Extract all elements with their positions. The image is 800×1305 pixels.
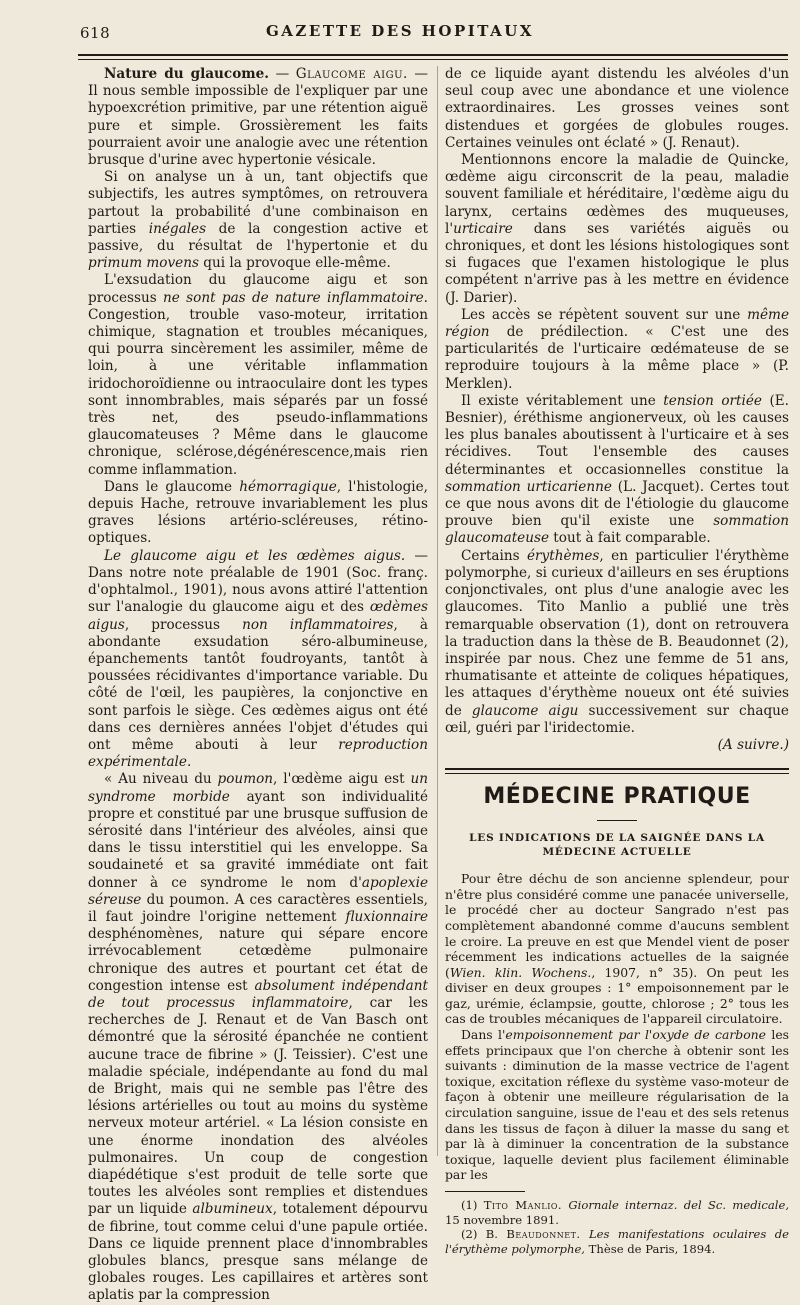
text: , totalement dépourvu de fibrine, tout comme celui d'une papule ortiée. Dans ce liquide prennent place d'innombrables globules blancs, presque sans mélange de globales rouges. Les capillaires et artères sont aplatis par la compression xyxy=(88,1201,428,1304)
paragraph xyxy=(445,152,789,307)
text: , car les recherches de J. Renaut et de Van Basch ont démontré que la sérosité épanchée ne contient aucune trace de fibrine » (J. Teissier). C'est une maladie spéciale, indépendante au fond du mal de Bright, mais qui ne semble pas l'être des lésions artérielles ou tout au moins du système nerveux moteur artériel. « La lésion consiste en une énorme inondation des alvéoles pulmonaires. Un coup de congestion diapédétique s'est produit de telle sorte que toutes les alvéoles sont remplies et distendues par un liquide xyxy=(88,994,428,1218)
text: « Au niveau du xyxy=(104,771,218,788)
italic-text: érythèmes xyxy=(527,547,600,564)
paragraph xyxy=(88,479,428,548)
text: Pour être déchu de son ancienne splendeur, pour n'être plus considéré comme une panacée universelle, le procédé cher au docteur Sangrado n'est pas complètement abandonné comme d'aucuns semblent le croire. La preuve en est que Mendel vient de poser récemment les indications actuelles de la saignée ( xyxy=(445,871,789,980)
italic-text: reproduction expérimentale. xyxy=(88,736,428,771)
italic-text: ne sont pas de nature inflammatoire. xyxy=(163,289,428,306)
text: les effets principaux que l'on cherche à obtenir sont les suivants : diminution de la masse vectrice de l'agent toxique, excitation réflexe du système vaso-moteur de façon à obtenir une meilleure régularisation de la circulation sanguine, issue de l'eau et des sels retenus dans les tissus de façon à diluer la masse du sang et par là à diminuer la concentration de la substance toxique, laquelle devient plus facilement éliminable par les xyxy=(445,1027,790,1183)
subheading: Glaucome aigu. xyxy=(295,66,408,82)
footnote xyxy=(445,1198,789,1227)
paragraph xyxy=(445,548,789,737)
text: Certains xyxy=(461,547,528,564)
italic-text: sommation glaucomateuse xyxy=(445,513,789,547)
text: qui la provoque elle-même. xyxy=(198,255,391,272)
footnote xyxy=(445,1227,789,1256)
text: , l'œdème aigu est xyxy=(273,771,411,788)
text: du poumon. A ces caractères essentiels, il faut joindre l'origine nettement xyxy=(88,891,428,925)
italic-text: tension ortiée xyxy=(663,392,762,409)
paragraph: de ce liquide ayant distendu les alvéoles d'un seul coup avec une abondance et une violence extraordinaires. Les grosses veines sont distendues et gorgées de globules rouges. Certaines veinules ont éclaté » (J. Renaut). xyxy=(445,66,789,151)
italic-text: non inflammatoires xyxy=(242,616,394,633)
italic-text: glaucome aigu xyxy=(471,702,579,719)
paragraph xyxy=(445,393,789,548)
italic-text: apoplexie séreuse xyxy=(88,874,428,908)
text: dans ses variétés aiguës ou chroniques, et dont les lésions histologiques sont si fugaces que l'examen histologique le plus compétent n'arrive pas à les mettre en évidence (J. Darier). xyxy=(445,220,789,306)
paragraph xyxy=(88,169,428,272)
text: desphénomènes, nature qui sépare encore irrévocablement cetœdème pulmonaire chronique des autres et pourtant cet état de congestion intense est xyxy=(88,926,428,994)
text: Dans l' xyxy=(461,1027,506,1043)
italic-heading: Le glaucome aigu et les œdèmes aigus. xyxy=(104,547,406,564)
text: (1) xyxy=(461,1198,484,1212)
paragraph xyxy=(445,1027,789,1183)
text: Mentionnons encore la maladie de Quincke, œdème aigu circonscrit de la peau, maladie souvent familiale et héréditaire, l'œdème aigu du larynx, certains œdèmes des muqueuses, l' xyxy=(445,152,789,237)
text: , processus xyxy=(124,616,243,633)
column-divider xyxy=(437,66,438,1156)
running-title: GAZETTE DES HOPITAUX xyxy=(265,22,534,40)
text: Dans le glaucome xyxy=(104,478,240,495)
text: — Il nous semble impossible de l'expliquer par une hypoexcrétion primitive, par une rétention aiguë pure et simple. Grossièrement les faits pourraient avoir une analogie avec une rétention brusque d'urine avec hypertonie vésicale. xyxy=(88,66,428,169)
paragraph xyxy=(445,307,789,393)
paragraph xyxy=(88,272,428,478)
short-rule xyxy=(597,820,637,821)
text: Congestion, trouble vaso-moteur, irritation chimique, stagnation et troubles mécaniques, qui pourra sincèrement les assimiler, même de loin, à une véritable inflammation iridochoroïdienne ou intraoculaire dont les types sont innombrables, mais séparés par un fossé très net, des pseudo-inflammations glaucomateuses ? Même dans le glaucome chronique, sclérose,dégénérescence,mais rien comme inflammation. xyxy=(88,306,428,478)
italic-text: sommation urticarienne xyxy=(445,478,612,495)
italic-text: inégales xyxy=(148,220,207,237)
paragraph xyxy=(88,771,428,1304)
author-name: Tito Manlio. xyxy=(483,1198,563,1212)
text: (2) B. xyxy=(461,1227,507,1242)
text: — Dans notre note préalable de 1901 (Soc. franç. d'ophtalmol., 1901), nous avons attiré l'attention sur l'analogie du glaucome aigu et des xyxy=(88,547,428,616)
left-column xyxy=(88,66,428,1305)
italic-text: fluxionnaire xyxy=(345,908,428,925)
italic-text: Giornale internaz. del Sc. medicale, xyxy=(562,1198,789,1212)
paragraph xyxy=(88,66,428,169)
page-number: 618 xyxy=(80,24,111,42)
text: 15 novembre 1891. xyxy=(445,1212,559,1227)
text: L'exsudation du glaucome aigu et son processus xyxy=(88,272,428,306)
italic-text: empoisonnement par l'oxyde de carbone xyxy=(505,1027,766,1043)
text: de la congestion active et passive, du résultat de l'hypertonie et du xyxy=(88,220,428,255)
text: Si on analyse un à un, tant objectifs que subjectifs, les autres symptômes, on retrouvera partout la probabilité d'une combinaison en parties xyxy=(88,169,428,237)
italic-text: Wien. klin. Wochens. xyxy=(449,964,592,980)
author-name: Beaudonnet. xyxy=(506,1227,581,1242)
italic-text: albumineux xyxy=(192,1201,273,1218)
italic-text: œdèmes aigus xyxy=(88,599,428,633)
italic-text: hémorragique xyxy=(239,478,337,495)
footnote-rule xyxy=(445,1191,525,1192)
paragraph xyxy=(445,871,789,1027)
text: successivement sur chaque œil, guéri par l'iridectomie. xyxy=(445,702,789,736)
italic-text: absolument indépendant de tout processus inflammatoire xyxy=(88,977,429,1011)
text: , à abondante exsudation séro-albumineuse, épanchements tantôt foudroyants, tantôt à poussées récidivantes d'importance variable. Du côté de l'œil, les paupières, la conjonctive en sont parfois le siège. Ces œdèmes aigus ont été dans ces dernières années l'objet d'études qui ont même abouti à leur xyxy=(88,616,429,753)
italic-text: poumon xyxy=(217,771,274,788)
right-column xyxy=(445,66,789,1256)
italic-text: même région xyxy=(445,306,789,341)
section-title: MÉDECINE PRATIQUE xyxy=(483,784,751,810)
text: de prédilection. « C'est une des particularités de l'urticaire œdémateuse de se reproduire toujours à la même place » (P. Merklen). xyxy=(445,324,789,392)
text: , en particulier l'érythème polymorphe, si curieux d'ailleurs en ses éruptions conjonctivales, ont plus d'une analogie avec les glaucomes. Tito Manlio a publié une très remarquable observation (1), dont on retrouvera la traduction dans la thèse de B. Beaudonnet (2), inspirée par nous. Chez une femme de 51 ans, rhumatisante et atteinte de coliques hépatiques, les attaques d'érythème noueux ont été suivies de xyxy=(445,547,790,719)
section-heading: Nature du glaucome. xyxy=(104,66,270,82)
text: Thèse de Paris, 1894. xyxy=(585,1241,716,1256)
text: (L. Jacquet). Certes tout ce que nous avons dit de l'étiologie du glaucome prouve bien qu'il existe une xyxy=(445,478,790,530)
italic-text: urticaire xyxy=(453,220,513,237)
text: , 1907, n° 35). On peut les diviser en deux groupes : 1° empoisonnement par le gaz, urémie, éclampsie, goutte, chlorose ; 2° tous les cas de troubles mécaniques de l'appareil circulatoire. xyxy=(445,964,789,1027)
header-rule xyxy=(78,54,788,56)
italic-text: un syndrome morbide xyxy=(88,771,428,805)
text: , l'histologie, depuis Hache, retrouve invariablement les plus graves lésions artério-scléreuses, rétino-optiques. xyxy=(88,478,428,547)
text: Les accès se répètent souvent sur une xyxy=(461,306,748,323)
text: Il existe véritablement une xyxy=(461,392,664,409)
text: (E. Besnier), éréthisme angionerveux, où les causes les plus banales aboutissent à l'urticaire et à ses récidives. Tout l'ensemble des causes déterminantes et occasionnelles constitue la xyxy=(445,392,790,478)
header-rule-thin xyxy=(78,59,788,60)
paragraph xyxy=(88,548,428,772)
section-rule-thin xyxy=(445,773,789,774)
section-rule xyxy=(445,768,789,770)
italic-text: primum movens xyxy=(88,255,199,272)
text: ayant son individualité propre et constitué par une brusque suffusion de sérosité dans l'intérieur des alvéoles, ainsi que dans le tissu interstitiel qui les enveloppe. Sa soudaineté et sa gravité immédiate ont fait donner à ce syndrome le nom d' xyxy=(88,788,429,891)
to-be-continued: (A suivre.) xyxy=(717,736,789,753)
article-heading: LES INDICATIONS DE LA SAIGNÉE DANS LA MÉDECINE ACTUELLE xyxy=(469,832,765,859)
text: tout à fait comparable. xyxy=(548,530,711,547)
italic-text: Les manifestations oculaires de l'érythème polymorphe, xyxy=(445,1227,789,1256)
dash: — xyxy=(269,66,296,82)
